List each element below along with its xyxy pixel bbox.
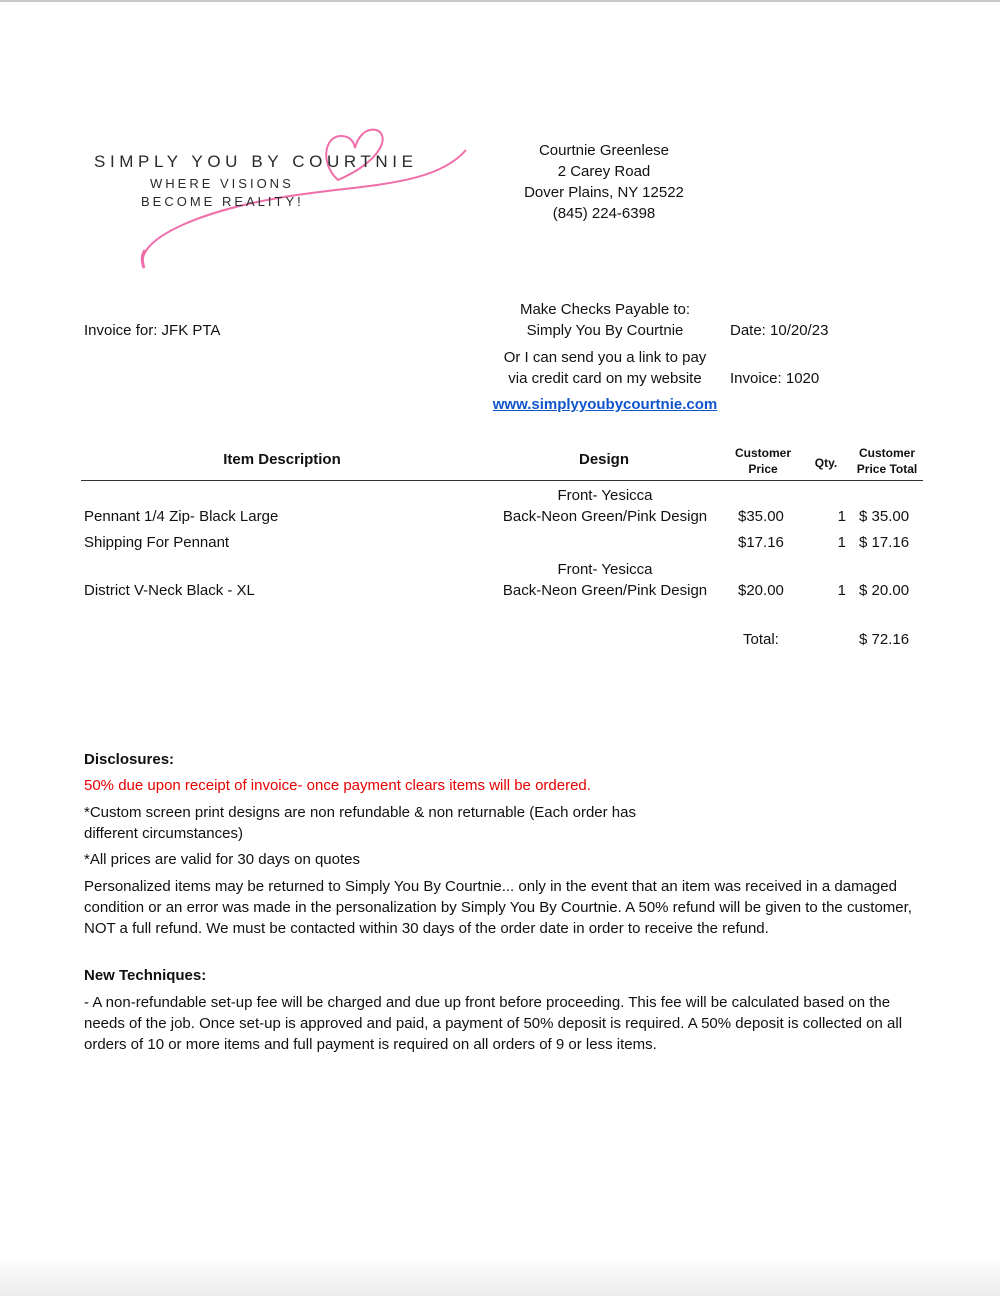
invoice-date: Date: 10/20/23 [730, 322, 829, 339]
page-top-border [0, 0, 1000, 2]
refund-note [84, 802, 920, 844]
logo-wordmark: SIMPLY YOU BY COURTNIE [94, 152, 418, 171]
returns-policy: Personalized items may be returned to Simply You By Courtnie... only in the event that an item was received in a damaged condition or an error was made in the personalization by Simply You By Courtnie. A 50% refund will be given to the customer, NOT a full refund. We must be contacted within 30 days of the order date in order to receive the refund. [84, 878, 912, 937]
techniques-heading: New Techniques: [84, 967, 207, 984]
row-price: $35.00 [738, 508, 784, 525]
total-value: $ 72.16 [859, 631, 910, 648]
company-logo [88, 122, 478, 282]
business-phone: (845) 224-6398 [552, 205, 656, 222]
header-qty: Qty. [814, 456, 838, 470]
row-design [480, 559, 730, 601]
row-design-back: Back-Neon Green/Pink Design [502, 582, 708, 599]
row-qty: 1 [837, 534, 846, 551]
header-total-line-2: Price Total [856, 462, 918, 476]
refund-note-line-1: *Custom screen print designs are non refundable & non returnable (Each order has [84, 804, 636, 821]
header-design: Design [578, 451, 629, 468]
row-design-front: Front- Yesicca [557, 487, 653, 504]
business-street: 2 Carey Road [557, 163, 651, 180]
online-line-1: Or I can send you a link to pay [503, 349, 707, 366]
checks-line-2: Simply You By Courtnie [526, 322, 684, 339]
row-item: District V-Neck Black - XL [84, 582, 255, 599]
row-total: $ 17.16 [859, 534, 910, 551]
header-price-total [847, 445, 927, 477]
row-item: Pennant 1/4 Zip- Black Large [84, 508, 279, 525]
header-customer-price [723, 445, 803, 477]
price-validity-note: *All prices are valid for 30 days on quotes [84, 851, 360, 868]
header-price-line-2: Price [748, 462, 778, 476]
logo-tagline-line2: BECOME REALITY! [141, 194, 304, 209]
techniques-policy: - A non-refundable set-up fee will be charged and due up front before proceeding. This fee will be calculated based on the needs of the job. Once set-up is approved and paid, a payment of 50% deposit is required. A 50% deposit is collected on all orders of 10 or more items and full payment is required on all orders of 9 or less items. [84, 994, 903, 1053]
row-design-back: Back-Neon Green/Pink Design [502, 508, 708, 525]
row-price: $20.00 [738, 582, 784, 599]
checks-line-1: Make Checks Payable to: [519, 301, 691, 318]
website-link[interactable]: www.simplyyoubycourtnie.com [492, 396, 718, 413]
business-city: Dover Plains, NY 12522 [524, 184, 684, 201]
total-label: Total: [743, 631, 779, 648]
row-price: $17.16 [738, 534, 784, 551]
header-price-line-1: Customer [734, 446, 791, 460]
invoice-number: Invoice: 1020 [730, 370, 820, 387]
refund-note-line-2: different circumstances) [84, 825, 243, 842]
checks-payable-info [480, 299, 730, 341]
deposit-note: 50% due upon receipt of invoice- once payment clears items will be ordered. [84, 777, 591, 794]
row-qty: 1 [837, 582, 846, 599]
business-name: Courtnie Greenlese [538, 142, 670, 159]
row-total: $ 35.00 [859, 508, 910, 525]
header-item-description: Item Description [223, 451, 341, 468]
page-bottom-shadow [0, 1256, 1000, 1296]
business-address [504, 140, 704, 224]
online-line-2: via credit card on my website [508, 370, 702, 387]
row-qty: 1 [837, 508, 846, 525]
row-design-front: Front- Yesicca [557, 561, 653, 578]
row-total: $ 20.00 [859, 582, 910, 599]
table-header-rule [81, 480, 923, 481]
online-payment-info [480, 347, 730, 389]
invoice-recipient: Invoice for: JFK PTA [84, 322, 221, 339]
disclosures-heading: Disclosures: [84, 751, 175, 768]
row-item: Shipping For Pennant [84, 534, 230, 551]
logo-tagline-line1: WHERE VISIONS [150, 176, 294, 191]
row-design [480, 485, 730, 527]
header-total-line-1: Customer [858, 446, 915, 460]
